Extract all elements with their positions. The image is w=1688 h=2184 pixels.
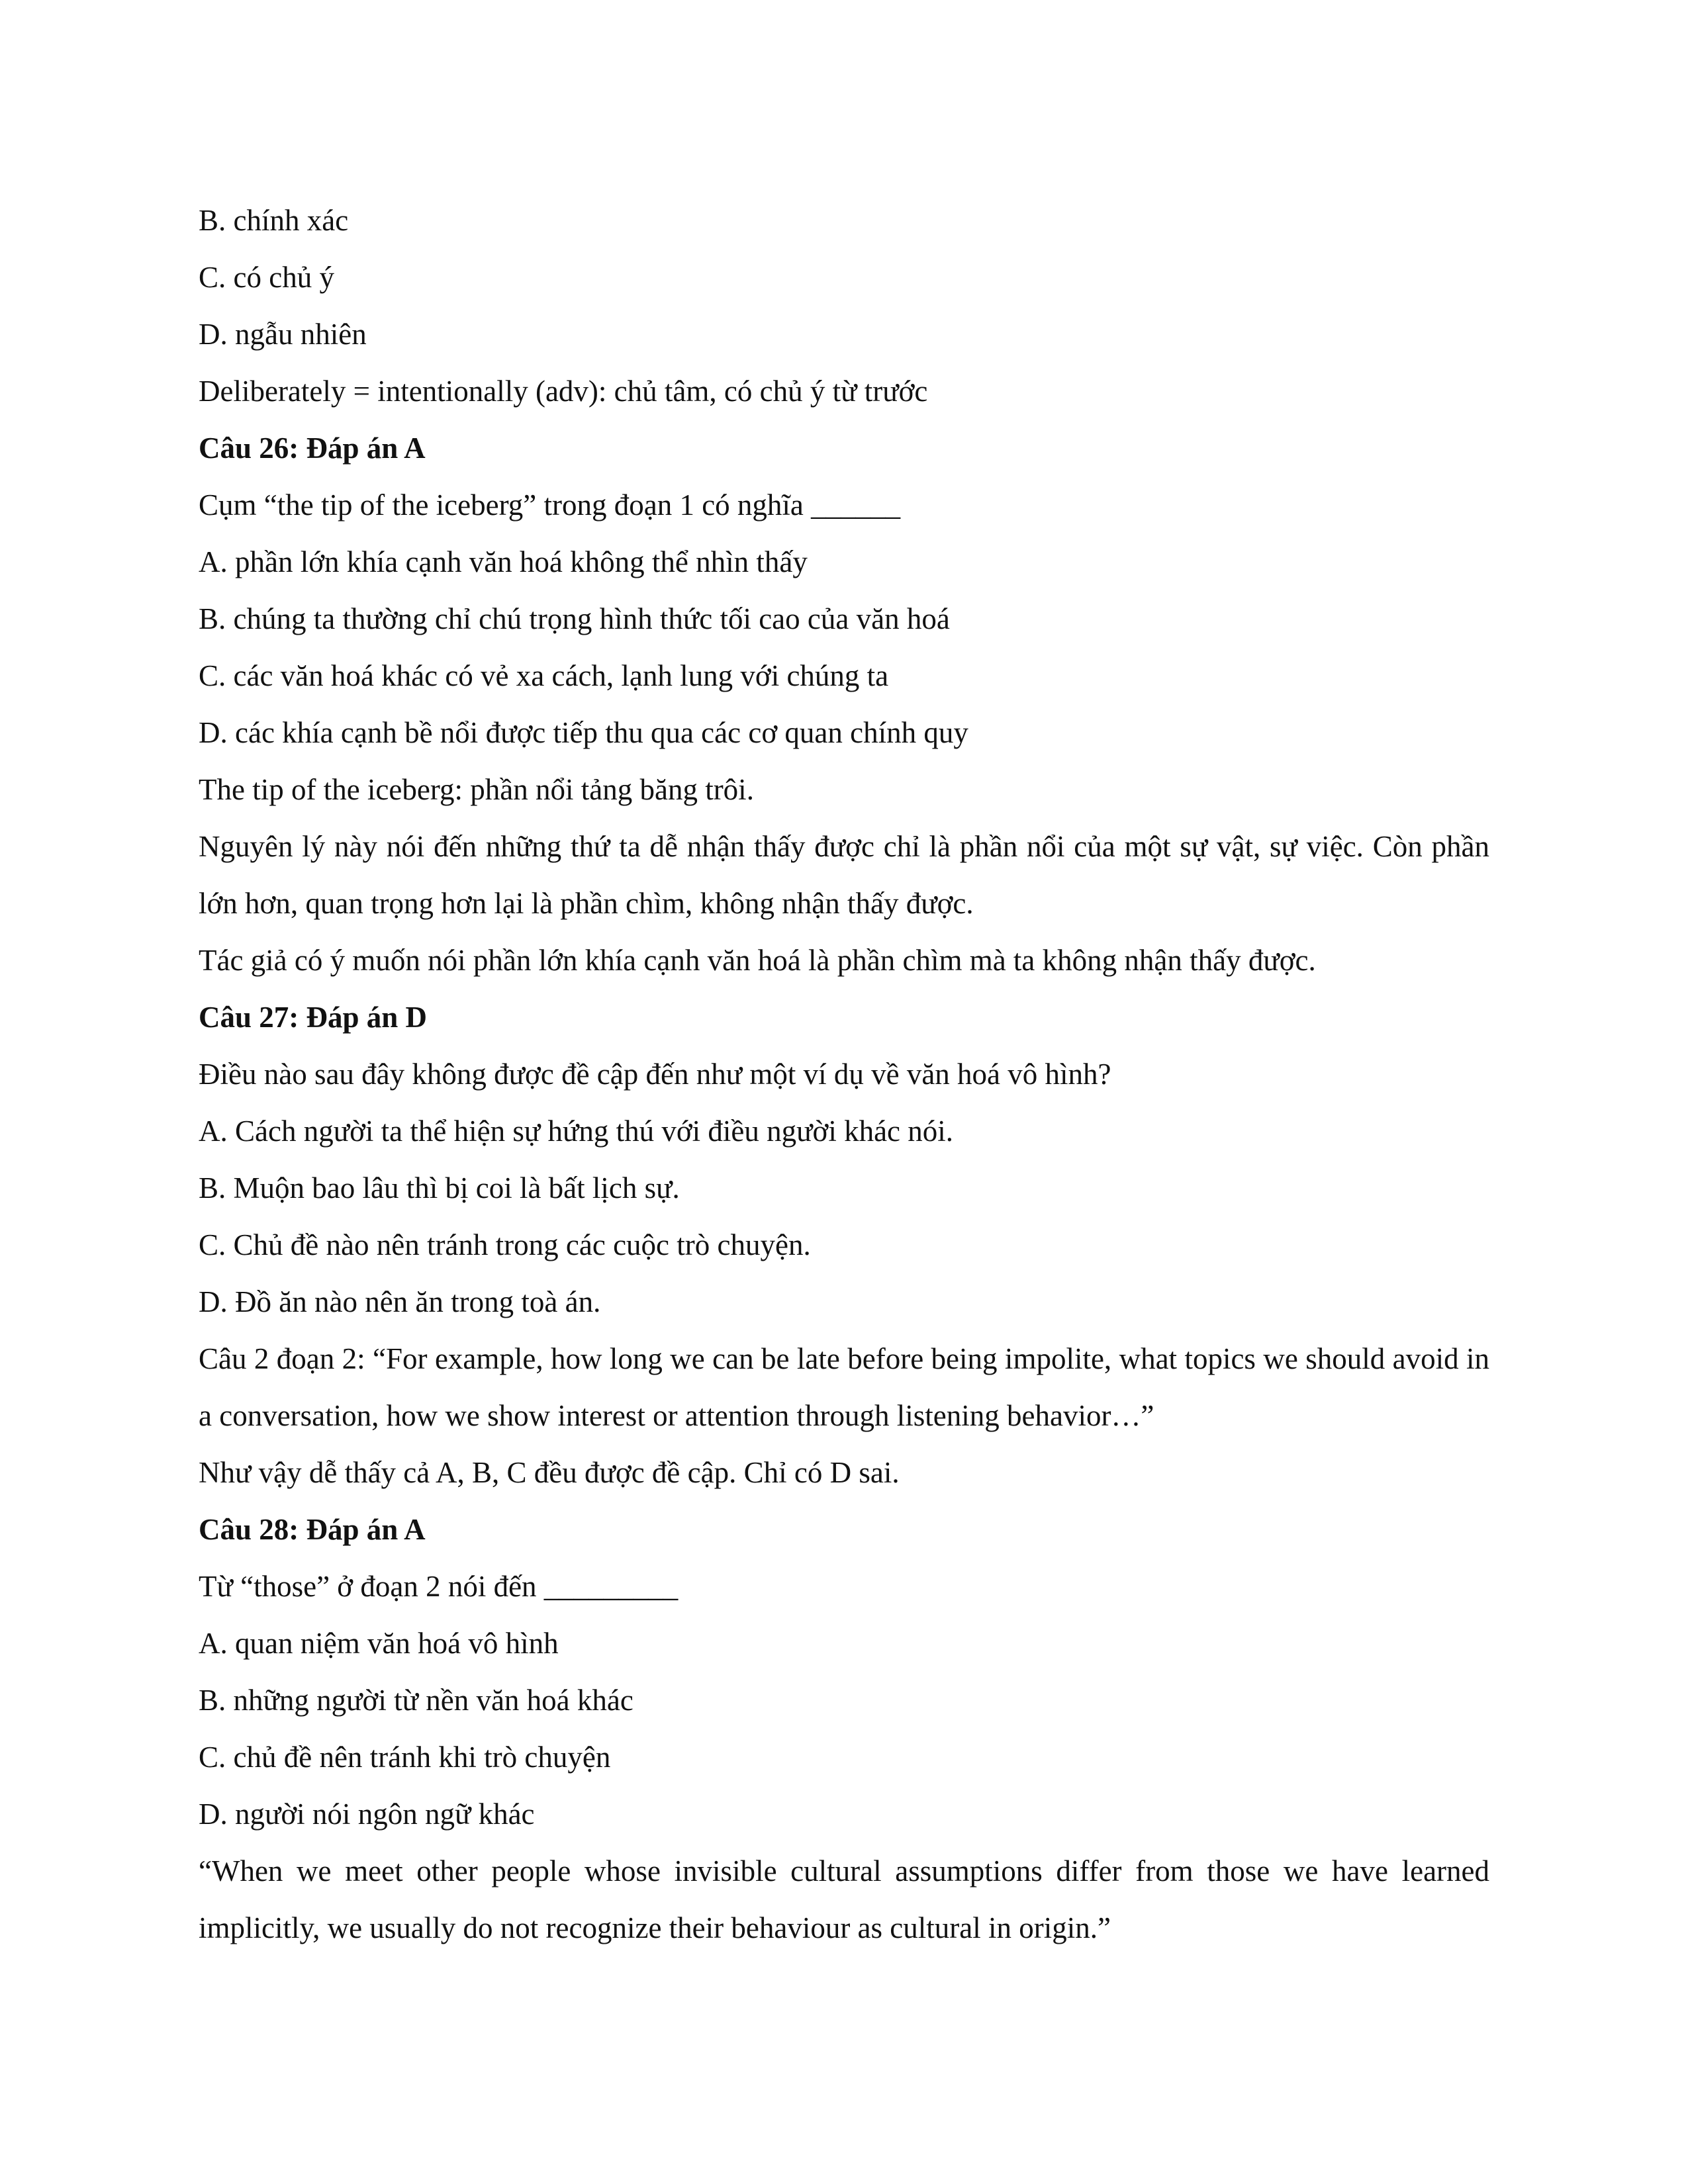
option-d: D. các khía cạnh bề nổi được tiếp thu qua các cơ quan chính quy [199, 716, 968, 749]
question-heading: Câu 28: Đáp án A [199, 1513, 426, 1546]
option-c: C. chủ đề nên tránh khi trò chuyện [199, 1741, 611, 1774]
option-b: B. những người từ nền văn hoá khác [199, 1684, 633, 1717]
option-c: C. Chủ đề nào nên tránh trong các cuộc trò chuyện. [199, 1228, 811, 1261]
option-a: A. phần lớn khía cạnh văn hoá không thể nhìn thấy [199, 545, 808, 578]
option-d: D. Đồ ăn nào nên ăn trong toà án. [199, 1285, 601, 1318]
explanation-conclusion: Như vậy dễ thấy cả A, B, C đều được đề cập. Chỉ có D sai. [199, 1456, 900, 1489]
section-cau-27 [199, 989, 1489, 1501]
explanation-conclusion: Tác giả có ý muốn nói phần lớn khía cạnh văn hoá là phần chìm mà ta không nhận thấy được. [199, 944, 1316, 977]
section-cau-25-continued [199, 192, 1489, 420]
option-a: A. quan niệm văn hoá vô hình [199, 1627, 559, 1660]
quoted-passage: “When we meet other people whose invisible cultural assumptions differ from those we have learned implicitly, we usually do not recognize their behaviour as cultural in origin.” [199, 1854, 1489, 1944]
option-d: D. ngẫu nhiên [199, 318, 367, 351]
question-text: Điều nào sau đây không được đề cập đến như một ví dụ về văn hoá vô hình? [199, 1058, 1111, 1091]
option-c: C. có chủ ý [199, 261, 334, 294]
explanation-paragraph: Nguyên lý này nói đến những thứ ta dễ nhận thấy được chỉ là phần nổi của một sự vật, sự việc. Còn phần lớn hơn, quan trọng hơn lại là phần chìm, không nhận thấy được. [199, 830, 1489, 920]
document-page [199, 192, 1489, 1956]
option-d: D. người nói ngôn ngữ khác [199, 1797, 535, 1831]
option-b: B. chính xác [199, 204, 349, 237]
quoted-passage: Câu 2 đoạn 2: “For example, how long we can be late before being impolite, what topics we should avoid in a conversation, how we show interest or attention through listening behavior…” [199, 1342, 1489, 1432]
explanation: Deliberately = intentionally (adv): chủ tâm, có chủ ý từ trước [199, 375, 928, 408]
option-a: A. Cách người ta thể hiện sự hứng thú với điều người khác nói. [199, 1115, 954, 1148]
explanation: The tip of the iceberg: phần nổi tảng băng trôi. [199, 773, 754, 806]
question-text: Từ “those” ở đoạn 2 nói đến _________ [199, 1570, 679, 1603]
option-b: B. Muộn bao lâu thì bị coi là bất lịch sự. [199, 1171, 680, 1205]
question-text: Cụm “the tip of the iceberg” trong đoạn 1 có nghĩa ______ [199, 488, 901, 522]
question-heading: Câu 27: Đáp án D [199, 1001, 428, 1034]
section-cau-28 [199, 1501, 1489, 1956]
section-cau-26 [199, 420, 1489, 989]
option-c: C. các văn hoá khác có vẻ xa cách, lạnh lung với chúng ta [199, 659, 889, 692]
question-heading: Câu 26: Đáp án A [199, 432, 426, 465]
option-b: B. chúng ta thường chỉ chú trọng hình thức tối cao của văn hoá [199, 602, 950, 635]
